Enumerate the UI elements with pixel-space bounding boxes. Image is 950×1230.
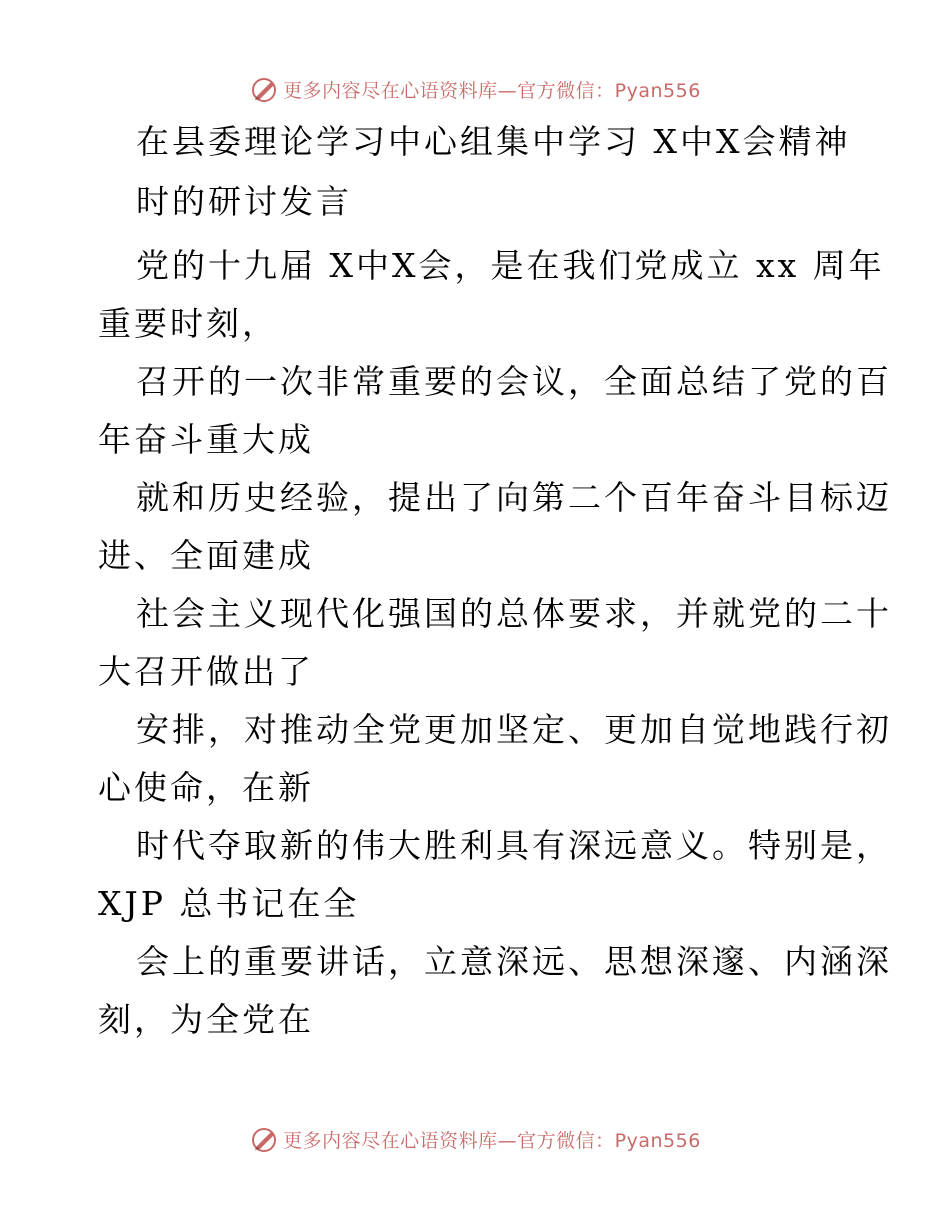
paragraph-line: 年奋斗重大成 (98, 420, 314, 459)
paragraph-line: XJP 总书记在全 (98, 884, 360, 923)
title-line-1: 在县委理论学习中心组集中学习 X中X会精神 (136, 122, 851, 161)
footer-watermark (0, 1124, 950, 1154)
paragraph-line: 大召开做出了 (98, 652, 314, 691)
paragraph-line: 召开的一次非常重要的会议，全面总结了党的百 (136, 362, 892, 401)
paragraph-line: 进、全面建成 (98, 536, 314, 575)
paragraph-line: 党的十九届 X中X会，是在我们党成立 xx 周年 (136, 246, 885, 285)
title-line-2: 时的研讨发言 (136, 182, 352, 221)
watermark-text: 更多内容尽在心语资料库—官方微信：Pyan556 (283, 1129, 701, 1152)
paragraph-line: 安排，对推动全党更加坚定、更加自觉地践行初 (136, 710, 892, 749)
paragraph-line: 就和历史经验，提出了向第二个百年奋斗目标迈 (136, 478, 892, 517)
pen-logo-icon (249, 1124, 279, 1154)
header-watermark (0, 74, 950, 104)
paragraph-line: 心使命，在新 (98, 768, 314, 807)
watermark-text: 更多内容尽在心语资料库—官方微信：Pyan556 (283, 79, 701, 102)
paragraph-line: 会上的重要讲话，立意深远、思想深邃、内涵深 (136, 942, 892, 981)
pen-logo-icon (249, 74, 279, 104)
paragraph-line: 时代夺取新的伟大胜利具有深远意义。特别是， (136, 826, 892, 865)
paragraph-line: 刻，为全党在 (98, 1000, 314, 1039)
paragraph-line: 重要时刻， (98, 304, 278, 343)
paragraph-line: 社会主义现代化强国的总体要求，并就党的二十 (136, 594, 892, 633)
